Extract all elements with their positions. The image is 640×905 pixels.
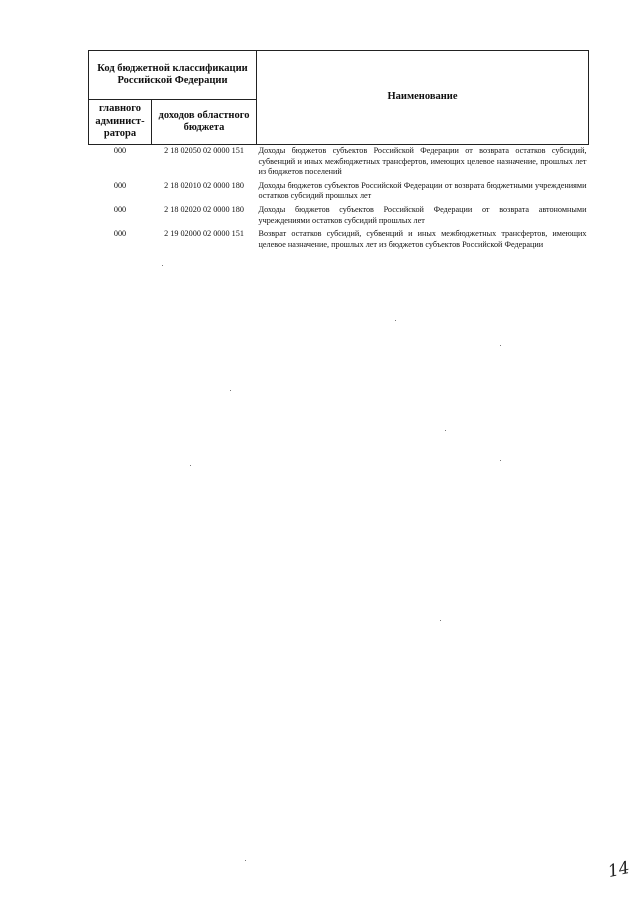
scan-speck [445, 430, 446, 431]
income-name-cell: Доходы бюджетов субъектов Российской Федерации от возврата автономными учреждениями остатков субсидий прошлых лет [258, 204, 587, 225]
admin-code-cell: 000 [113, 180, 127, 190]
income-name-cell: Доходы бюджетов субъектов Российской Федерации от возврата бюджетными учреждениями остатков субсидий прошлых лет [258, 180, 587, 201]
income-code-cell: 2 18 02020 02 0000 180 [164, 204, 244, 214]
table-row [89, 204, 589, 228]
income-name-cell: Доходы бюджетов субъектов Российской Федерации от возврата остатков субсидий, субвенций и иных межбюджетных трансфертов, имеющих целевое назначение, прошлых лет из бюджетов поселений [258, 146, 587, 177]
income-name-cell: Возврат остатков субсидий, субвенций и иных межбюджетных трансфертов, имеющих целевое назначение, прошлых лет из бюджетов субъектов Российской Федерации [258, 229, 587, 249]
header-budget-classification-code: Код бюджетной классификации Российской Федерации [89, 51, 257, 100]
table-row [89, 180, 589, 204]
admin-code-cell: 000 [113, 204, 127, 214]
page-number: 14 [606, 857, 632, 883]
scan-speck [245, 860, 246, 861]
table-row [89, 228, 589, 252]
header-name: Наименование [257, 51, 589, 145]
scan-speck [230, 390, 231, 391]
scan-speck [162, 265, 163, 266]
income-code-cell: 2 18 02050 02 0000 151 [164, 146, 244, 155]
scan-speck [190, 465, 191, 466]
header-regional-budget-income: доходов областного бюджета [152, 100, 257, 145]
scan-speck [395, 320, 396, 321]
scan-speck [500, 460, 501, 461]
scan-speck [500, 345, 501, 346]
budget-classification-table [88, 50, 589, 252]
header-chief-administrator: главного админист-ратора [89, 100, 152, 145]
income-code-cell: 2 19 02000 02 0000 151 [164, 229, 244, 239]
table-row [89, 145, 589, 180]
admin-code-cell: 000 [113, 229, 127, 239]
income-code-cell: 2 18 02010 02 0000 180 [164, 180, 244, 190]
admin-code-cell: 000 [113, 146, 127, 155]
scan-speck [440, 620, 441, 621]
